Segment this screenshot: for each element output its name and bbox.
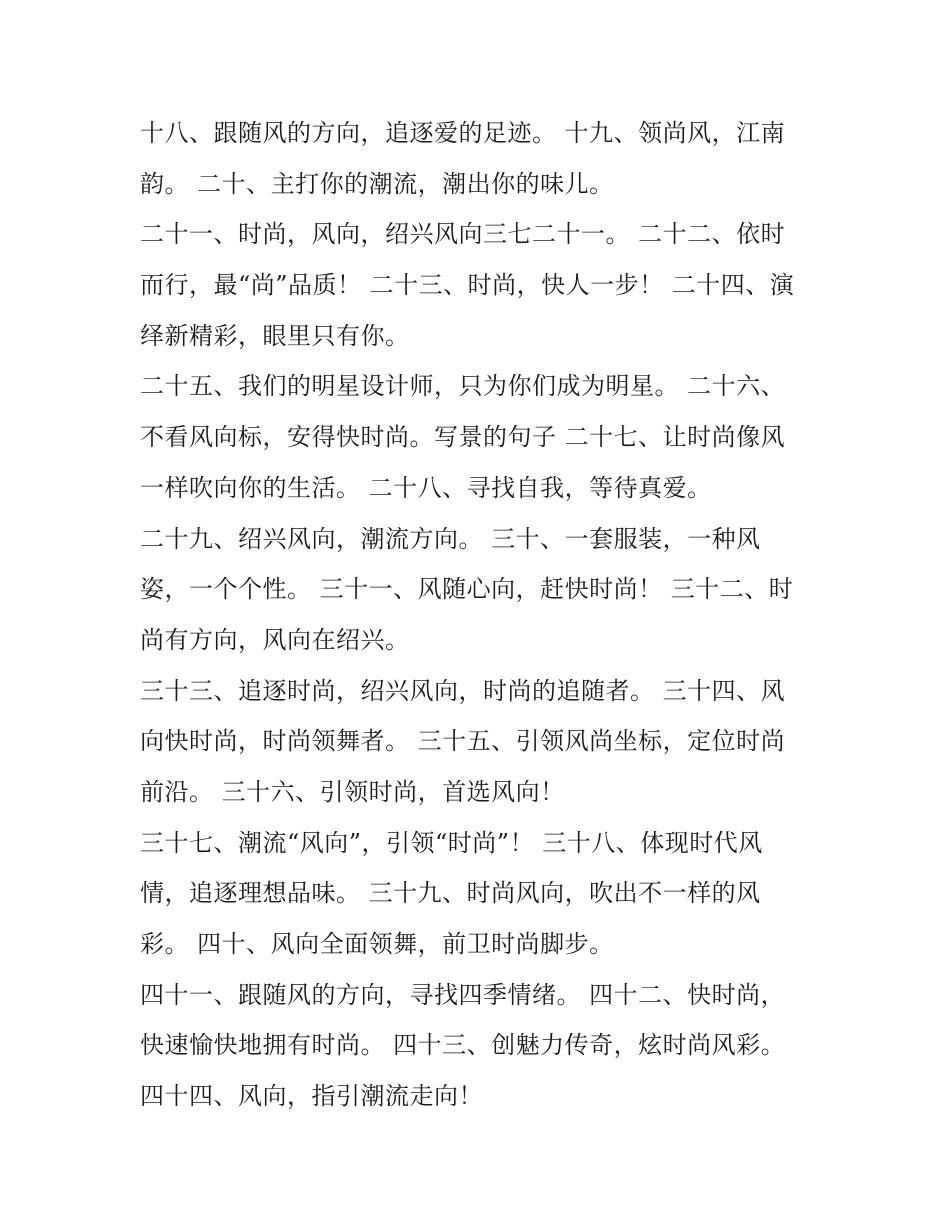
text-line: 十八、跟随风的方向，追逐爱的足迹。 十九、领尚风，江南 <box>140 119 786 147</box>
text-line: 尚有方向，风向在绍兴。 <box>140 625 410 654</box>
document-body <box>140 108 812 1122</box>
text-line: 而行，最“尚”品质！ 二十三、时尚，快人一步！ 二十四、演 <box>140 271 795 300</box>
text-line: 不看风向标，安得快时尚。写景的句子 二十七、让时尚像风 <box>140 423 786 452</box>
text-line: 二十一、时尚，风向，绍兴风向三七二十一。 二十二、依时 <box>140 220 786 249</box>
text-line: 向快时尚，时尚领舞者。 三十五、引领风尚坐标，定位时尚 <box>140 727 786 756</box>
text-line: 二十九、绍兴风向，潮流方向。 三十、一套服装，一种风 <box>140 524 761 553</box>
text-line: 二十五、我们的明星设计师，只为你们成为明星。 二十六、 <box>140 372 786 401</box>
text-line: 前沿。 三十六、引领时尚，首选风向！ <box>140 777 565 806</box>
text-line: 三十七、潮流“风向”，引领“时尚”！ 三十八、体现时代风 <box>140 828 763 857</box>
text-line: 韵。 二十、主打你的潮流，潮出你的味儿。 <box>140 169 614 198</box>
text-line: 姿，一个个性。 三十一、风随心向，赶快时尚！ 三十二、时 <box>140 575 794 604</box>
text-line: 四十四、风向，指引潮流走向！ <box>140 1082 483 1111</box>
text-line: 三十三、追逐时尚，绍兴风向，时尚的追随者。 三十四、风 <box>140 676 786 705</box>
text-line: 绎新精彩，眼里只有你。 <box>140 321 410 350</box>
text-line: 快速愉快地拥有时尚。 四十三、创魅力传奇，炫时尚风彩。 <box>140 1031 786 1060</box>
text-line: 情，追逐理想品味。 三十九、时尚风向，吹出不一样的风 <box>140 879 761 908</box>
text-line: 彩。 四十、风向全面领舞，前卫时尚脚步。 <box>140 930 614 958</box>
text-line: 四十一、跟随风的方向，寻找四季情绪。 四十二、快时尚， <box>140 980 786 1009</box>
text-line: 一样吹向你的生活。 二十八、寻找自我，等待真爱。 <box>140 473 712 502</box>
